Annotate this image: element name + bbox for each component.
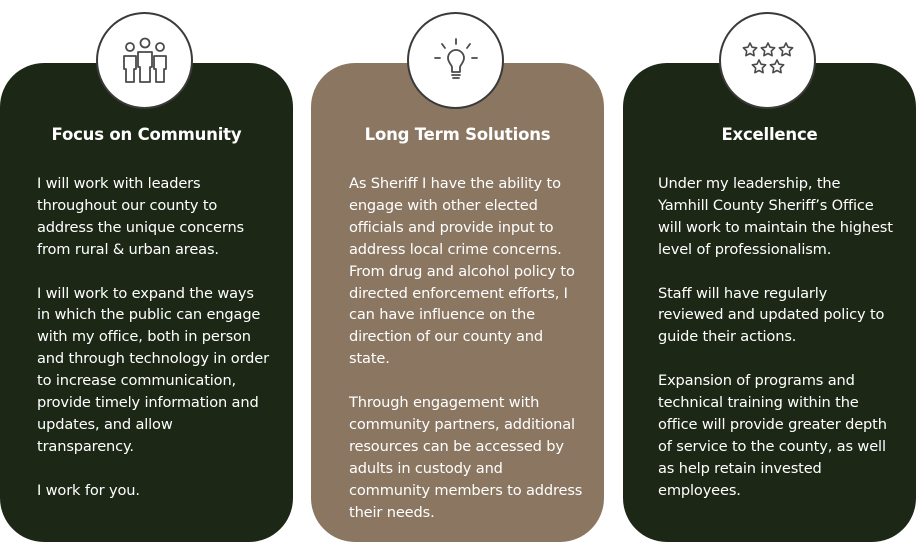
card-paragraph: I will work to expand the ways in which the public can engage with my office, both in person and through technology in order to increase communication, provide timely information and updates, and allow transparency. <box>37 284 269 455</box>
community-badge <box>96 12 193 109</box>
people-group-icon <box>117 33 173 89</box>
solutions-badge <box>407 12 504 109</box>
card-paragraph: As Sheriff I have the ability to engage with other elected officials and provide input to address local crime concerns. From drug and alcohol policy to directed enforcement efforts, I can have influence on the direction of our county and state. <box>349 175 575 368</box>
excellence-badge <box>719 12 816 109</box>
card-title: Excellence <box>721 125 818 144</box>
card-paragraph: Staff will have regularly reviewed and updated policy to guide their actions. <box>658 284 885 346</box>
card-title: Long Term Solutions <box>364 125 551 144</box>
card-body <box>37 173 271 502</box>
card-body <box>658 173 894 502</box>
lightbulb-icon <box>426 31 486 91</box>
card-paragraph: I will work with leaders throughout our county to address the unique concerns from rural & urban areas. <box>37 175 244 258</box>
card-paragraph: Through engagement with community partners, additional resources can be accessed by adults in custody and community members to address their needs. <box>349 394 583 521</box>
five-stars-icon <box>737 36 799 86</box>
card-paragraph: Expansion of programs and technical training within the office will provide greater depth of service to the county, as well as help retain invested employees. <box>658 372 887 499</box>
card-body <box>349 173 584 523</box>
card-excellence <box>623 63 916 542</box>
card-title: Focus on Community <box>51 125 242 144</box>
card-paragraph: I work for you. <box>37 481 140 499</box>
card-long-term-solutions <box>311 63 604 542</box>
card-focus-on-community <box>0 63 293 542</box>
card-paragraph: Under my leadership, the Yamhill County Sheriff’s Office will work to maintain the highest level of professionalism. <box>658 175 893 258</box>
